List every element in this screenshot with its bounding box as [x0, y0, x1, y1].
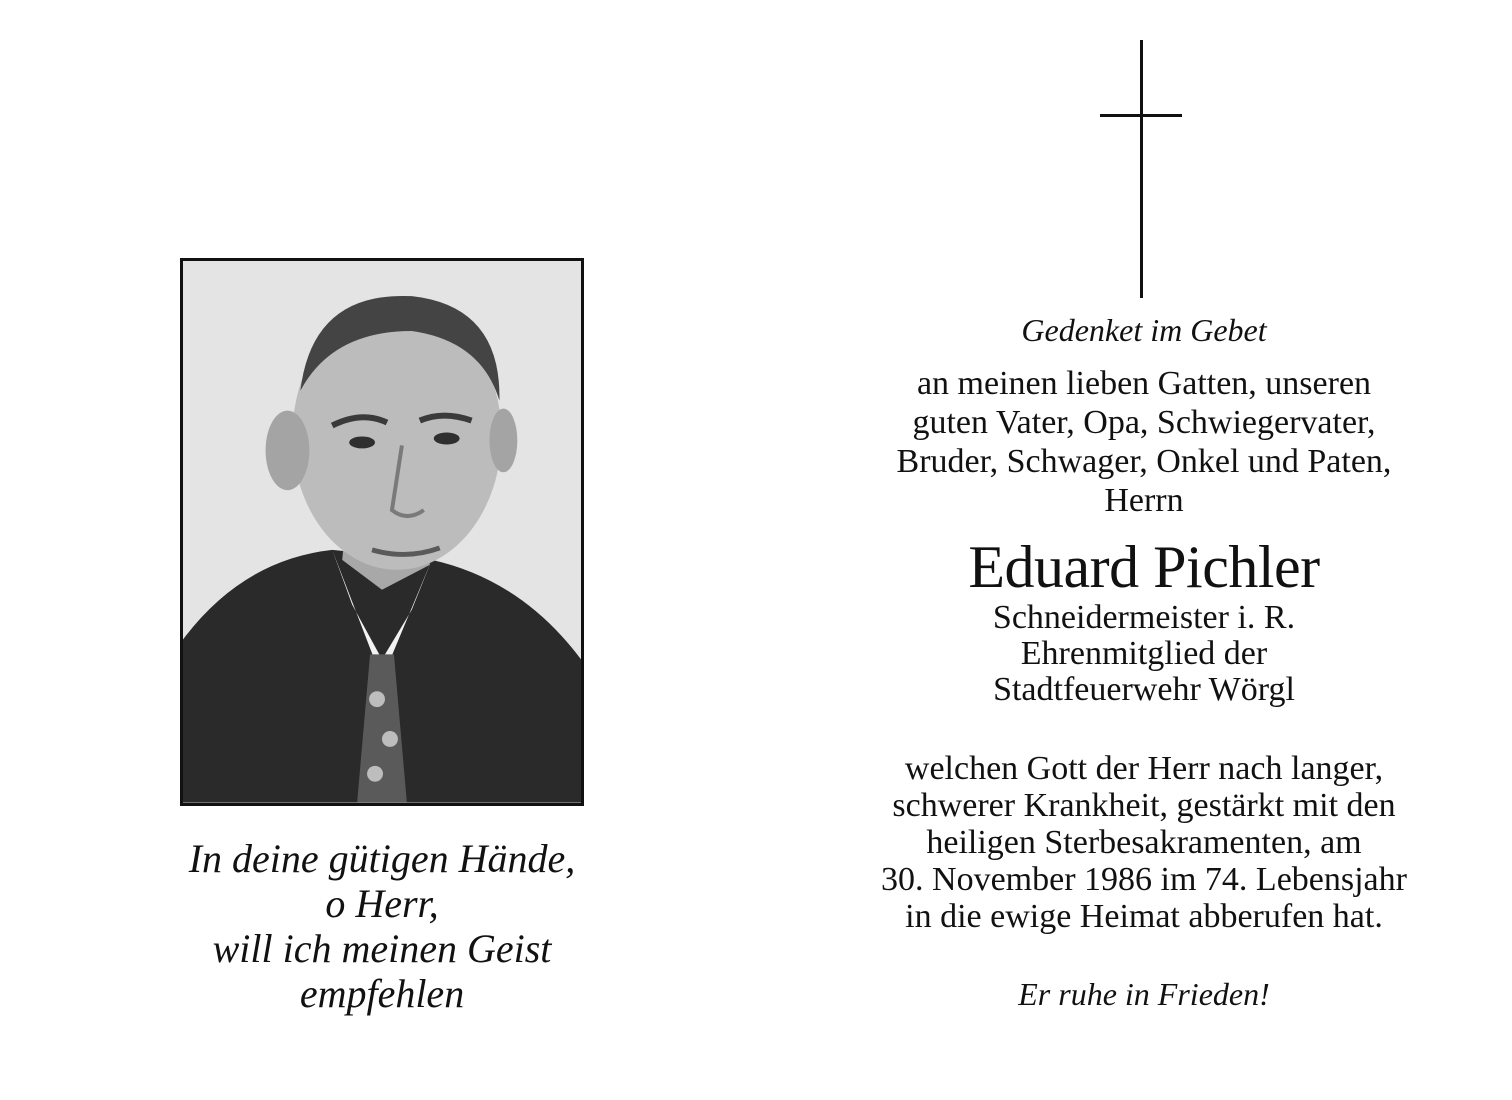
intro-text — [834, 364, 1454, 520]
bible-verse — [130, 836, 634, 1016]
body-line: welchen Gott der Herr nach langer, — [904, 750, 1384, 787]
body-line: in die ewige Heimat abberufen hat. — [905, 898, 1383, 935]
intro-line: guten Vater, Opa, Schwiegervater, — [912, 404, 1376, 441]
intro-line: an meinen lieben Gatten, unseren — [916, 365, 1372, 402]
verse-line: empfehlen — [299, 971, 465, 1016]
portrait-image — [183, 261, 581, 803]
title-line: Ehrenmitglied der — [1020, 635, 1268, 672]
title-line: Stadtfeuerwehr Wörgl — [993, 671, 1295, 708]
obituary-text — [834, 750, 1454, 935]
deceased-titles — [834, 600, 1454, 708]
portrait-photo — [180, 258, 584, 806]
closing-blessing: Er ruhe in Frieden! — [1018, 976, 1270, 1012]
remember-heading: Gedenket im Gebet — [1021, 312, 1267, 348]
title-line: Schneidermeister i. R. — [992, 599, 1296, 636]
body-line: 30. November 1986 im 74. Lebensjahr — [881, 861, 1407, 898]
latin-cross-icon — [1100, 40, 1184, 298]
verse-line: will ich meinen Geist — [212, 926, 552, 971]
body-line: schwerer Krankheit, gestärkt mit den — [892, 787, 1396, 824]
body-line: heiligen Sterbesakramenten, am — [926, 824, 1362, 861]
verse-line: In deine gütigen Hände, — [188, 836, 576, 881]
verse-line: o Herr, — [325, 881, 439, 926]
intro-line: Bruder, Schwager, Onkel und Paten, — [896, 443, 1392, 480]
deceased-name: Eduard Pichler — [968, 534, 1320, 600]
intro-line: Herrn — [1104, 482, 1184, 519]
